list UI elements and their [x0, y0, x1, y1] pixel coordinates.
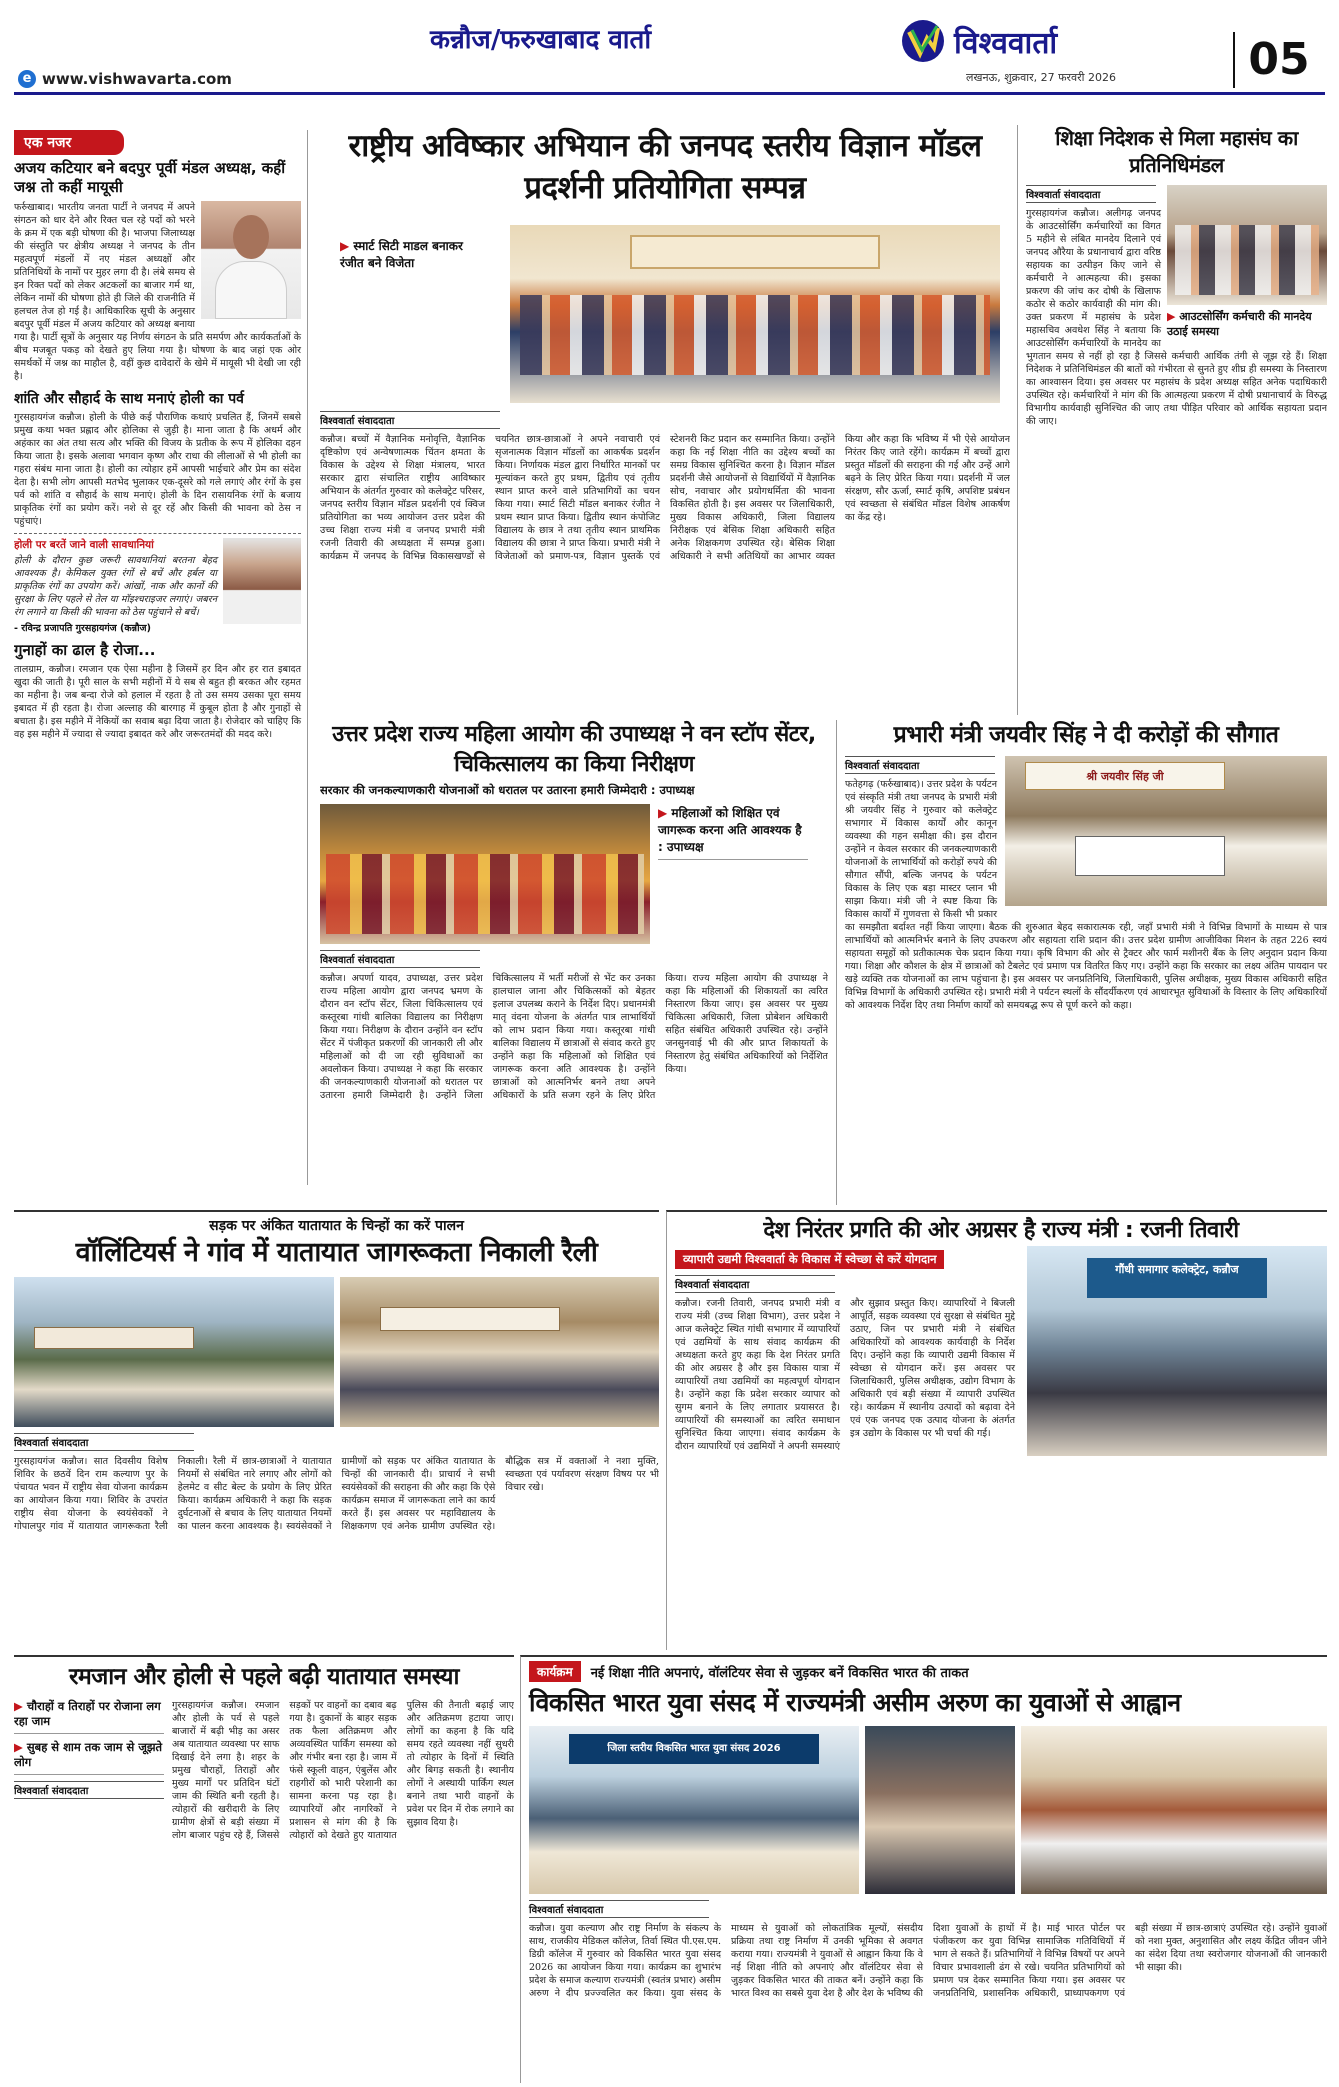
- story1-photo: [201, 201, 301, 319]
- rajni-left: [675, 1275, 1015, 1627]
- mahila-text: कन्नौज। अपर्णा यादव, उपाध्यक्ष, उत्तर प्रदेश राज्य महिला आयोग द्वारा जनपद भ्रमण के दौरान वन स्टॉप सेंटर, जिला चिकित्सालय एवं कस्तूरबा गांधी बालिका विद्यालय का निरीक्षण किया गया। निरीक्षण के दौरान उन्होंने वन स्टॉप सेंटर में पंजीकृत प्रकरणों की जानकारी ली और महिलाओं को दी जा रही सुविधाओं का अवलोकन किया। उपाध्यक्ष ने कहा कि सरकार की जनकल्याणकारी योजनाओं को धरातल पर उतारना हमारी जिम्मेदारी है। उन्होंने जिला चिकित्सालय में भर्ती मरीजों से भेंट कर उनका हालचाल जाना और चिकित्सकों को बेहतर इलाज उपलब्ध कराने के निर्देश दिए। प्रधानमंत्री मातृ वंदना योजना के अंतर्गत पात्र लाभार्थियों को लाभ प्रदान किया गया। कस्तूरबा गांधी बालिका विद्यालय में छात्राओं से संवाद करते हुए उन्होंने कहा कि महिलाओं को शिक्षित एवं जागरूक करना अति आवश्यक है। उन्होंने छात्राओं को आत्मनिर्भर बनने तथा अपने अधिकारों के प्रति सजग रहने के लिए प्रेरित किया। राज्य महिला आयोग की उपाध्यक्ष ने कहा कि महिलाओं की शिकायतों का त्वरित निस्तारण किया जाए। इस अवसर पर मुख्य चिकित्सा अधिकारी, जिला प्रोबेशन अधिकारी सहित संबंधित अधिकारी उपस्थित रहे। उन्होंने जनसुनवाई भी की और प्राप्त शिकायतों के निस्तारण हेतु संबंधित अधिकारियों को निर्देशित किया।: [320, 973, 828, 1101]
- ramzan-side: [14, 1699, 164, 1803]
- yuva-photos: [529, 1726, 1327, 1894]
- portrait-head: [233, 215, 269, 259]
- ramzan-pull2-text: सुबह से शाम तक जाम से जूझते लोग: [14, 1740, 163, 1769]
- rajni-headline: देश निरंतर प्रगति की ओर अग्रसर है राज्य मंत्री : रजनी तिवारी: [763, 1218, 1239, 1243]
- ramzan-bullet-1-icon: ▶: [14, 1699, 27, 1713]
- shiksha-photo: [1167, 185, 1327, 305]
- shiksha-byline: विश्ववार्ता संवाददाता: [1026, 185, 1156, 203]
- story2-text: गुरसहायगंज कन्नौज। होली के पीछे कई पौराणिक कथाएं प्रचलित हैं, जिनमें सबसे प्रमुख कथा भक्त प्रह्लाद और होलिका से जुड़ी है। माना जाता है कि अधर्म और अहंकार का अंत तथा सत्य और भक्ति की विजय के प्रतीक के रूप में होलिका दहन किया जाता है। इसके अलावा भगवान कृष्ण और राधा की लीलाओं से भी होली का गहरा संबंध माना जाता है। होली का त्योहार हमें आपसी भाईचारे और प्रेम का संदेश देता है। सभी लोग आपसी मतभेद भुलाकर एक-दूसरे को गले लगाएं और रंगों के इस पर्व को शांति व सौहार्द के साथ मनाएं। होली के दिन रासायनिक रंगों के बजाय प्राकृतिक रंगों का प्रयोग करें। नशे से दूर रहें और किसी की भावना को ठेस न पहुंचाएं।: [14, 412, 301, 527]
- rally-photo-1: [14, 1277, 334, 1427]
- prabhari-headline: प्रभारी मंत्री जयवीर सिंह ने दी करोड़ों की सौगात: [893, 722, 1279, 748]
- science-byline: विश्ववार्ता संवाददाता: [320, 411, 500, 429]
- rally-byline: विश्ववार्ता संवाददाता: [14, 1433, 194, 1451]
- yuva-banner: [569, 1734, 819, 1764]
- science-sub: [340, 237, 490, 271]
- sub-bullet-icon: ▶: [340, 239, 354, 253]
- yuva-story: [520, 1655, 1327, 2083]
- photo-people-row: [520, 295, 990, 375]
- science-sub-text: स्मार्ट सिटी माडल बनाकर रंजीत बने विजेता: [340, 239, 463, 270]
- rally-banner-2: [380, 1307, 560, 1331]
- ramzan-story: [14, 1655, 514, 2083]
- story1-title: अजय कटियार बने बदपुर पूर्वी मंडल अध्यक्ष, कहीं जश्न तो कहीं मायूसी: [14, 159, 286, 196]
- prabhari-byline: विश्ववार्ता संवाददाता: [845, 756, 995, 774]
- page-number: 05: [1233, 32, 1323, 88]
- mahila-side-quote-text: महिलाओं को शिक्षित एवं जागरूक करना अति आवश्यक है : उपाध्यक्ष: [658, 806, 802, 854]
- science-text: कन्नौज। बच्चों में वैज्ञानिक मनोवृत्ति, वैज्ञानिक दृष्टिकोण एवं अन्वेषणात्मक चिंतन क्षमता के विकास के उद्देश्य से शिक्षा मंत्रालय, भारत सरकार द्वारा संचालित राष्ट्रीय आविष्कार अभियान के अंतर्गत गुरुवार को कलेक्ट्रेट परिसर, जनपद स्तरीय विज्ञान मॉडल प्रदर्शनी एवं क्विज प्रतियोगिता का भव्य आयोजन उत्तर प्रदेश की उच्च शिक्षा राज्य मंत्री व जनपद प्रभारी मंत्री रजनी तिवारी की अध्यक्षता में सम्पन्न हुआ। कार्यक्रम में जनपद के विभिन्न विकासखण्डों से चयनित छात्र-छात्राओं ने अपने नवाचारी एवं सृजनात्मक विज्ञान मॉडलों का आकर्षक प्रदर्शन किया। निर्णायक मंडल द्वारा निर्धारित मानकों पर मूल्यांकन करते हुए प्रथम, द्वितीय एवं तृतीय स्थान प्राप्त करने वाले प्रतिभागियों का चयन किया गया। स्मार्ट सिटी मॉडल बनाकर रंजीत ने प्रथम स्थान प्राप्त किया। द्वितीय स्थान कंपोजिट विद्यालय के छात्र ने तथा तृतीय स्थान प्राथमिक विद्यालय की छात्रा ने प्राप्त किया। प्रभारी मंत्री ने विजेताओं को प्रमाण-पत्र, विज्ञान पुस्तकें एवं स्टेशनरी किट प्रदान कर सम्मानित किया। उन्होंने कहा कि नई शिक्षा नीति का उद्देश्य बच्चों का समग्र विकास सुनिश्चित करना है। विज्ञान मॉडल प्रदर्शनी जैसे आयोजनों से विद्यार्थियों में वैज्ञानिक सोच, नवाचार और प्रयोगधर्मिता की भावना विकसित होती है। इस अवसर पर जिलाधिकारी, मुख्य विकास अधिकारी, जिला विद्यालय निरीक्षक एवं बेसिक शिक्षा अधिकारी सहित अनेक शिक्षकगण उपस्थित रहे। बेसिक शिक्षा अधिकारी ने सभी अतिथियों का आभार व्यक्त किया और कहा कि भविष्य में भी ऐसे आयोजन निरंतर किए जाते रहेंगे। कार्यक्रम में बच्चों द्वारा प्रस्तुत मॉडलों की सराहना की गई और उन्हें आगे बढ़ने के लिए प्रेरित किया गया। प्रदर्शनी में जल संरक्षण, सौर ऊर्जा, स्मार्ट कृषि, अपशिष्ट प्रबंधन एवं स्वच्छता से संबंधित मॉडल विशेष आकर्षण का केंद्र रहे।: [320, 434, 1010, 562]
- dateline: लखनऊ, शुक्रवार, 27 फरवरी 2026: [966, 71, 1117, 84]
- shiksha-sub-text: आउटसोर्सिंग कर्मचारी की मानदेय उठाई समस्या: [1167, 310, 1312, 338]
- story1-text: फर्रुखाबाद। भारतीय जनता पार्टी ने जनपद में अपने संगठन को धार देने और रिक्त चल रहे पदों को भरने के क्रम में एक बड़ी घोषणा की है। भाजपा जिलाध्यक्ष की संस्तुति पर क्षेत्रीय अध्यक्ष ने जनपद के तीन महत्वपूर्ण मंडलों में नए मंडल अध्यक्षों और प्रतिनिधियों के नामों पर मुहर लगा दी है। लंबे समय से इन रिक्त पदों को लेकर अटकलों का बाजार गर्म था, लेकिन नामों की घोषणा होते ही जिले की राजनीति में हलचल तेज हो गई है। आधिकारिक सूची के अनुसार बदपुर पूर्वी मंडल में अजय कटियार को अध्यक्ष बनाया गया है। पार्टी सूत्रों के अनुसार यह निर्णय संगठन के प्रति समर्पण और कार्यकर्ताओं के बीच मजबूत पकड़ को देखते हुए लिया गया है। घोषणा के बाद जहां एक ओर समर्थकों में जश्न का माहौल है, वहीं कुछ दावेदारों के खेमे में मायूसी भी देखी जा रही है।: [14, 202, 301, 382]
- prabhari-banner-text: श्री जयवीर सिंह जी: [1086, 770, 1164, 783]
- story3-title: गुनाहों का ढाल है रोजा...: [14, 641, 156, 659]
- yuva-headline: विकसित भारत युवा संसद में राज्यमंत्री असीम अरुण का युवाओं से आह्वान: [529, 1688, 1181, 1717]
- photo-banner: [630, 235, 880, 269]
- yuva-photo-2: [865, 1726, 1015, 1894]
- pullquote-title: होली पर बरतें जाने वाली सावधानियां: [14, 539, 154, 551]
- story3-text: तालग्राम, कन्नौज। रमजान एक ऐसा महीना है जिसमें हर दिन और हर रात इबादत खुदा की जाती है। पूरी साल के सभी महीनों में ये सब से बहुत ही बरकत और रहमत का महीना है। जब बन्दा रोजे को हलाल में रहता है तो उस समय उसका पूरा समय इबादत में ही रहता है। रोजा अल्लाह की बारगाह में कुबूल होता है और गुनाहों से बचाता है। इस महीने में नेकियों का सवाब बढ़ा दिया जाता है। रोजेदार को चाहिए कि वह इस महीने में ज्यादा से ज्यादा इबादत करे और जरूरतमंदों की मदद करे।: [14, 664, 301, 740]
- shiksha-bullet-icon: ▶: [1167, 310, 1180, 323]
- science-story: [320, 125, 1010, 715]
- story2-title: शांति और सौहार्द के साथ मनाएं होली का पर्व: [14, 391, 244, 407]
- ramzan-bullet-2-icon: ▶: [14, 1740, 27, 1754]
- section-title: कन्नौज/फरुखाबाद वार्ता: [430, 25, 652, 55]
- ek-nazar-label: [14, 130, 124, 155]
- masthead-rule: [14, 92, 1325, 95]
- ramzan-headline: रमजान और होली से पहले बढ़ी यातायात समस्या: [69, 1664, 459, 1690]
- rajni-photo-banner: [1087, 1258, 1267, 1298]
- rajni-byline: विश्ववार्ता संवाददाता: [675, 1275, 835, 1293]
- ramzan-byline: विश्ववार्ता संवाददाता: [14, 1781, 164, 1799]
- prabhari-text: फतेहगढ़ (फर्रुखाबाद)। उत्तर प्रदेश के पर्यटन एवं संस्कृति मंत्री तथा जनपद के प्रभारी मंत्री श्री जयवीर सिंह ने गुरुवार को कलेक्ट्रेट सभागार में विकास कार्यों और कानून व्यवस्था की गहन समीक्षा की। इस दौरान उन्होंने न केवल सरकार की जनकल्याणकारी योजनाओं के लाभार्थियों को करोड़ों रुपये की सौगात सौंपी, बल्कि जनपद के पर्यटन विकास के लिए एक बड़ा मास्टर प्लान भी साझा किया। मंत्री जी ने स्पष्ट किया कि विकास कार्यों में गुणवत्ता से किसी भी प्रकार का समझौता बर्दाश्त नहीं किया जाएगा। बैठक की शुरुआत बेहद सकारात्मक रही, जहाँ प्रभारी मंत्री ने विभिन्न विभागों के माध्यम से पात्र लाभार्थियों को आत्मनिर्भर बनाने के लिए उपकरण और सहायता राशि प्रदान की। उत्तर प्रदेश ग्रामीण आजीविका मिशन के तहत 226 स्वयं सहायता समूहों को प्रतीकात्मक चेक प्रदान किया गया। कृषि विभाग की ओर से ट्रैक्टर और फार्म मशीनरी बैंक के लिए अनुदान प्रदान किया गया। शिक्षा और कौशल के क्षेत्र में छात्राओं को टैबलेट एवं प्रमाण पत्र वितरित किए गए। उन्होंने कहा कि सरकार का लक्ष्य अंतिम पायदान पर खड़े व्यक्ति तक योजनाओं का लाभ पहुंचाना है। इस अवसर पर जनप्रतिनिधि, जिलाधिकारी, पुलिस अधीक्षक, मुख्य विकास अधिकारी सहित विभिन्न विभागों के अधिकारी उपस्थित रहे। प्रभारी मंत्री ने पर्यटन स्थलों के सौंदर्यीकरण एवं आधारभूत सुविधाओं के विस्तार के लिए अधिकारियों को आवश्यक निर्देश दिए तथा निर्माण कार्यों को समयबद्ध रूप से पूर्ण करने को कहा।: [845, 779, 1327, 1011]
- brand-name: विश्ववार्ता: [954, 25, 1058, 61]
- mahila-side-quote: [658, 804, 808, 860]
- pullquote-text: होली के दौरान कुछ जरूरी सावधानियां बरतना बेहद आवश्यक है। केमिकल युक्त रंगों से बचें और हर्बल या प्राकृतिक रंगों का उपयोग करें। आंखों, नाक और कानों की सुरक्षा के लिए पहले से तेल या मॉइश्चराइजर लगाएं। जबरन रंग लगाने या किसी की भावना को ठेस पहुंचाने से बचें।: [14, 555, 217, 618]
- ramzan-pull1-text: चौराहों व तिराहों पर रोजाना लग रहा जाम: [14, 1699, 161, 1728]
- ramzan-pull2: [14, 1740, 164, 1775]
- rally-headline: वॉलिंटियर्स ने गांव में यातायात जागरूकता निकाली रैली: [75, 1237, 598, 1268]
- website-link[interactable]: www.vishwavarta.com: [42, 70, 232, 88]
- brand-logo-block: [900, 18, 1057, 64]
- pullquote-credit: - रविन्द्र प्रजापति गुरसहायगंज (कन्नौज): [14, 623, 151, 634]
- portrait-shirt: [215, 261, 287, 319]
- website-row: [18, 70, 232, 88]
- rally-text: गुरसहायगंज कन्नौज। सात दिवसीय विशेष शिविर के छठवें दिन राम कल्याण पुर के पंचायत भवन में राष्ट्रीय सेवा योजना कार्यक्रम का आयोजन किया गया। शिविर के उपरांत राष्ट्रीय सेवा योजना के स्वयंसेवकों ने गोपालपुर गांव में यातायात जागरूकता रैली निकाली। रैली में छात्र-छात्राओं ने यातायात नियमों से संबंधित नारे लगाए और लोगों को हेलमेट व सीट बेल्ट के प्रयोग के लिए प्रेरित किया। कार्यक्रम अधिकारी ने कहा कि सड़क दुर्घटनाओं से बचाव के लिए यातायात नियमों का पालन करना आवश्यक है। स्वयंसेवकों ने ग्रामीणों को सड़क पर अंकित यातायात के चिन्हों की जानकारी दी। प्राचार्य ने सभी स्वयंसेवकों की सराहना की और कहा कि ऐसे कार्यक्रम समाज में जागरूकता लाने का कार्य करते हैं। इस अवसर पर महाविद्यालय के शिक्षकगण एवं अनेक ग्रामीण उपस्थित रहे। बौद्धिक सत्र में वक्ताओं ने नशा मुक्ति, स्वच्छता एवं पर्यावरण संरक्षण विषय पर भी विचार रखे।: [14, 1456, 659, 1532]
- science-headline: राष्ट्रीय अविष्कार अभियान की जनपद स्तरीय विज्ञान मॉडल प्रदर्शनी प्रतियोगिता सम्पन्न: [348, 128, 982, 206]
- brand-logo-icon: [900, 18, 946, 64]
- science-photo: [510, 225, 1000, 403]
- rajni-story: [666, 1210, 1327, 1650]
- prabhari-left: [845, 756, 995, 778]
- pullquote-box: [14, 533, 301, 634]
- photo-cheque: [1075, 836, 1225, 876]
- rajni-text: कन्नौज। रजनी तिवारी, जनपद प्रभारी मंत्री व राज्य मंत्री (उच्च शिक्षा विभाग), उत्तर प्रदेश ने आज कलेक्ट्रेट स्थित गांधी सभागार में व्यापारियों एवं उद्यमियों के साथ संवाद कार्यक्रम की अध्यक्षता करते हुए कहा कि देश निरंतर प्रगति की ओर अग्रसर है और इस विकास यात्रा में व्यापारियों तथा उद्यमियों का महत्वपूर्ण योगदान है। उन्होंने कहा कि प्रदेश सरकार व्यापार को सुगम बनाने के लिए लगातार प्रयासरत है। व्यापारियों की समस्याओं का त्वरित समाधान सुनिश्चित किया जाएगा। संवाद कार्यक्रम के दौरान व्यापारियों एवं उद्यमियों ने अपनी समस्याएं और सुझाव प्रस्तुत किए। व्यापारियों ने बिजली आपूर्ति, सड़क व्यवस्था एवं सुरक्षा से संबंधित मुद्दे उठाए, जिन पर प्रभारी मंत्री ने संबंधित अधिकारियों को आवश्यक कार्यवाही के निर्देश दिए। उन्होंने कहा कि व्यापारी उद्यमी विकास में स्वेच्छा से योगदान करें। इस अवसर पर जिलाधिकारी, पुलिस अधीक्षक, उद्योग विभाग के अधिकारी एवं बड़ी संख्या में व्यापारी उपस्थित रहे। कार्यक्रम में स्थानीय उत्पादों को बढ़ावा देने एवं एक जनपद एक उत्पाद योजना के अंतर्गत इत्र उद्योग के विकास पर भी चर्चा की गई।: [675, 1298, 1015, 1452]
- yuva-kicker-row: [529, 1661, 1327, 1682]
- ek-nazar-label-text: एक नजर: [24, 135, 72, 151]
- mahila-headline: उत्तर प्रदेश राज्य महिला आयोग की उपाध्यक्ष ने वन स्टॉप सेंटर, चिकित्सालय का किया निरीक्षण: [332, 722, 816, 777]
- mahila-byline: विश्ववार्ता संवाददाता: [320, 950, 480, 968]
- prabhari-photo: [1005, 756, 1327, 906]
- ramzan-pull1: [14, 1699, 164, 1734]
- mahila-sub: सरकार की जनकल्याणकारी योजनाओं को धरातल पर उतारना हमारी जिम्मेदारी : उपाध्यक्ष: [320, 783, 695, 797]
- rajni-sub-text: व्यापारी उद्यमी विश्ववार्ता के विकास में स्वेच्छा से करें योगदान: [683, 1252, 937, 1266]
- yuva-text: कन्नौज। युवा कल्याण और राष्ट्र निर्माण के संकल्प के साथ, राजकीय मेडिकल कॉलेज, तिर्वा स्थित पी.एस.एम. डिग्री कॉलेज में गुरुवार को विकसित भारत युवा संसद 2026 का आयोजन किया गया। कार्यक्रम का शुभारंभ प्रदेश के समाज कल्याण राज्यमंत्री (स्वतंत्र प्रभार) असीम अरुण ने दीप प्रज्ज्वलित कर किया। युवा संसद के माध्यम से युवाओं को लोकतांत्रिक मूल्यों, संसदीय प्रक्रिया तथा राष्ट्र निर्माण में उनकी भूमिका से अवगत कराया गया। राज्यमंत्री ने युवाओं से आह्वान किया कि वे नई शिक्षा नीति को अपनाएं और वॉलंटियर सेवा से जुड़कर विकसित भारत की ताकत बनें। उन्होंने कहा कि भारत विश्व का सबसे युवा देश है और देश के भविष्य की दिशा युवाओं के हाथों में है। माई भारत पोर्टल पर पंजीकरण कर युवा विभिन्न सामाजिक गतिविधियों में भाग ले सकते हैं। प्रतिभागियों ने विभिन्न विषयों पर अपने विचार प्रभावशाली ढंग से रखे। चयनित प्रतिभागियों को प्रमाण पत्र देकर सम्मानित किया गया। इस अवसर पर जनप्रतिनिधि, प्रशासनिक अधिकारी, प्राध्यापकगण एवं बड़ी संख्या में छात्र-छात्राएं उपस्थित रहे। उन्होंने युवाओं को नशा मुक्त, अनुशासित और लक्ष्य केंद्रित जीवन जीने का संदेश दिया तथा स्वरोजगार योजनाओं की जानकारी भी साझा की।: [529, 1923, 1327, 1999]
- ek-nazar-column: [14, 130, 308, 1185]
- rally-kicker: सड़क पर अंकित यातायात के चिन्हों का करें पालन: [209, 1218, 464, 1234]
- yuva-label: कार्यक्रम: [529, 1661, 581, 1682]
- ramzan-text: गुरसहायगंज कन्नौज। रमजान और होली के पर्व से पहले बाजारों में बढ़ी भीड़ का असर अब यातायात व्यवस्था पर साफ दिखाई देने लगा है। शहर के प्रमुख चौराहों, तिराहों और मुख्य मार्गों पर प्रतिदिन घंटों जाम की स्थिति बनी रहती है। त्योहारों की खरीदारी के लिए ग्रामीण क्षेत्रों से बड़ी संख्या में लोग बाजार पहुंच रहे हैं, जिससे सड़कों पर वाहनों का दबाव बढ़ गया है। दुकानों के बाहर सड़क तक फैला अतिक्रमण और अव्यवस्थित पार्किंग समस्या को और गंभीर बना रहा है। जाम में फंसे स्कूली वाहन, एंबुलेंस और राहगीरों को भारी परेशानी का सामना करना पड़ रहा है। व्यापारियों और नागरिकों ने प्रशासन से मांग की है कि त्योहारों को देखते हुए यातायात पुलिस की तैनाती बढ़ाई जाए और अतिक्रमण हटाया जाए। लोगों का कहना है कि यदि समय रहते व्यवस्था नहीं सुधरी तो त्योहार के दिनों में स्थिति और बिगड़ सकती है। स्थानीय लोगों ने अस्थायी पार्किंग स्थल बनाने तथा भारी वाहनों के प्रवेश पर दिन में रोक लगाने का सुझाव दिया है।: [172, 1700, 514, 1841]
- rally-story: [14, 1210, 659, 1650]
- masthead: [0, 0, 1339, 98]
- yuva-photo-1: [529, 1726, 859, 1894]
- mahila-bullet-icon: ▶: [658, 806, 672, 820]
- shiksha-left: [1026, 185, 1156, 207]
- photo-women-row: [326, 854, 644, 934]
- yuva-byline: विश्ववार्ता संवाददाता: [529, 1900, 709, 1918]
- photo-group: [1175, 225, 1319, 295]
- mahila-story: [320, 720, 828, 1205]
- shiksha-headline: शिक्षा निदेशक से मिला महासंघ का प्रतिनिधिमंडल: [1055, 126, 1298, 177]
- browser-e-icon: e: [18, 70, 36, 88]
- shiksha-text: गुरसहायगंज कन्नौज। अलीगढ़ जनपद के आउटसोर्सिंग कर्मचारियों का विगत 5 महीने से लंबित मानदेय दिलाने एवं जनपद औरैया के प्रधानाचार्य द्वारा वरिष्ठ सहायक का उत्पीड़न किए जाने से कर्मचारी ने आत्महत्या की। इसका प्रकरण की जांच कर दोषी के खिलाफ कठोर से कठोर कार्यवाही की मांग की। उक्त प्रकरण में महासंघ के प्रदेश महासचिव अवधेश सिंह ने बताया कि आउटसोर्सिंग कर्मचारियों के मानदेय का भुगतान समय से नहीं हो रहा है जिससे कर्मचारी आर्थिक तंगी से जूझ रहे हैं। शिक्षा निदेशक ने प्रतिनिधिमंडल की बातों को गंभीरता से सुनते हुए शीघ्र ही समस्या के निस्तारण का आश्वासन दिया। इस अवसर पर महासंघ के प्रदेश अध्यक्ष सहित अनेक पदाधिकारी उपस्थित रहे। कर्मचारियों ने मांग की कि आत्महत्या प्रकरण में दोषी प्रधानाचार्य के विरुद्ध विभागीय कार्यवाही सुनिश्चित की जाए तथा पीड़ित परिवार को आर्थिक सहायता प्रदान की जाए।: [1026, 208, 1327, 427]
- yuva-banner-text: जिला स्तरीय विकसित भारत युवा संसद 2026: [607, 1743, 781, 1754]
- rajni-sub: [675, 1250, 944, 1269]
- shiksha-sub: [1167, 309, 1327, 339]
- yuva-kicker: नई शिक्षा नीति अपनाएं, वॉलंटियर सेवा से जुड़कर बनें विकसित भारत की ताकत: [590, 1665, 969, 1681]
- rally-photo-2: [340, 1277, 660, 1427]
- rajni-photo: [1027, 1246, 1327, 1456]
- yuva-photo-3: [1021, 1726, 1327, 1894]
- prabhari-story: [836, 720, 1327, 1205]
- photo-stage-banner: [1025, 762, 1225, 790]
- rally-photos: [14, 1277, 659, 1427]
- rally-banner-1: [34, 1327, 194, 1349]
- shiksha-story: [1017, 125, 1327, 715]
- pullquote-photo: [223, 538, 301, 624]
- mahila-photo: [320, 804, 650, 944]
- science-article: [320, 411, 1010, 711]
- rajni-banner-text: गौंधी समागार कलेक्ट्रेट, कन्नौज: [1115, 1263, 1239, 1276]
